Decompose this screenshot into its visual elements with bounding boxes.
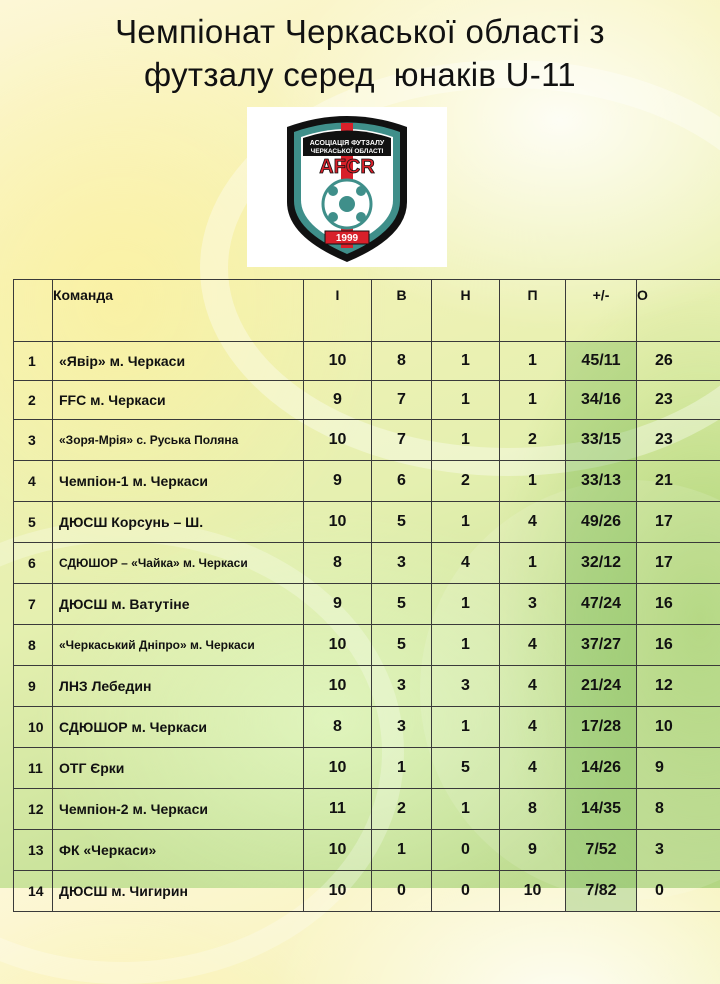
header-won: В <box>372 280 432 342</box>
cell-played: 9 <box>304 381 372 420</box>
table-row <box>14 707 720 748</box>
cell-drawn: 2 <box>432 461 500 502</box>
cell-team: «Явір» м. Черкаси <box>53 342 304 381</box>
logo-abbr: AFCR <box>319 156 375 178</box>
cell-lost: 4 <box>500 748 566 789</box>
cell-position: 7 <box>14 584 53 625</box>
cell-points: 23 <box>637 420 720 461</box>
cell-team: Чемпіон-2 м. Черкаси <box>53 789 304 830</box>
table-row <box>14 584 720 625</box>
cell-drawn: 1 <box>432 584 500 625</box>
cell-won: 7 <box>372 420 432 461</box>
cell-position: 9 <box>14 666 53 707</box>
cell-played: 10 <box>304 666 372 707</box>
cell-position: 3 <box>14 420 53 461</box>
cell-goals: 47/24 <box>566 584 637 625</box>
table-row <box>14 342 720 381</box>
header-played: І <box>304 280 372 342</box>
standings-table <box>13 279 720 912</box>
header-drawn: Н <box>432 280 500 342</box>
cell-lost: 4 <box>500 625 566 666</box>
cell-points: 17 <box>637 502 720 543</box>
ball-center <box>339 196 355 212</box>
cell-drawn: 1 <box>432 789 500 830</box>
cell-position: 8 <box>14 625 53 666</box>
table-row <box>14 625 720 666</box>
cell-team: ОТГ Єрки <box>53 748 304 789</box>
cell-position: 10 <box>14 707 53 748</box>
cell-played: 10 <box>304 625 372 666</box>
cell-played: 9 <box>304 584 372 625</box>
table-row <box>14 871 720 912</box>
cell-played: 10 <box>304 830 372 871</box>
cell-goals: 7/52 <box>566 830 637 871</box>
logo-text-top: АСОЦІАЦІЯ ФУТЗАЛУ <box>310 140 385 147</box>
logo-text-mid: ЧЕРКАСЬКОЇ ОБЛАСТІ <box>311 147 384 155</box>
cell-played: 10 <box>304 420 372 461</box>
cell-team: Чемпіон-1 м. Черкаси <box>53 461 304 502</box>
cell-lost: 1 <box>500 381 566 420</box>
cell-won: 3 <box>372 707 432 748</box>
cell-played: 8 <box>304 707 372 748</box>
cell-team: FFC м. Черкаси <box>53 381 304 420</box>
cell-position: 12 <box>14 789 53 830</box>
table-row <box>14 502 720 543</box>
ball-patch <box>328 212 338 222</box>
cell-drawn: 1 <box>432 342 500 381</box>
cell-won: 1 <box>372 748 432 789</box>
cell-position: 5 <box>14 502 53 543</box>
cell-position: 13 <box>14 830 53 871</box>
cell-won: 8 <box>372 342 432 381</box>
table-row <box>14 420 720 461</box>
header-lost: П <box>500 280 566 342</box>
cell-played: 10 <box>304 342 372 381</box>
cell-goals: 33/15 <box>566 420 637 461</box>
cell-team: СДЮШОР – «Чайка» м. Черкаси <box>53 543 304 584</box>
cell-team: ДЮСШ Корсунь – Ш. <box>53 502 304 543</box>
cell-goals: 45/11 <box>566 342 637 381</box>
cell-points: 8 <box>637 789 720 830</box>
cell-drawn: 0 <box>432 871 500 912</box>
cell-played: 10 <box>304 871 372 912</box>
cell-lost: 4 <box>500 707 566 748</box>
ball-patch <box>356 212 366 222</box>
cell-position: 4 <box>14 461 53 502</box>
cell-won: 3 <box>372 666 432 707</box>
cell-lost: 1 <box>500 543 566 584</box>
cell-lost: 9 <box>500 830 566 871</box>
page-title <box>0 10 720 96</box>
cell-team: ЛНЗ Лебедин <box>53 666 304 707</box>
cell-goals: 37/27 <box>566 625 637 666</box>
cell-drawn: 4 <box>432 543 500 584</box>
header-index <box>14 280 53 342</box>
cell-position: 14 <box>14 871 53 912</box>
header-goals: +/- <box>566 280 637 342</box>
cell-won: 6 <box>372 461 432 502</box>
cell-played: 11 <box>304 789 372 830</box>
cell-goals: 14/35 <box>566 789 637 830</box>
cell-drawn: 1 <box>432 420 500 461</box>
cell-played: 10 <box>304 748 372 789</box>
cell-goals: 7/82 <box>566 871 637 912</box>
cell-position: 11 <box>14 748 53 789</box>
table-row <box>14 748 720 789</box>
cell-won: 2 <box>372 789 432 830</box>
table-row <box>14 666 720 707</box>
cell-position: 1 <box>14 342 53 381</box>
title-line-2: футзалу серед юнаків U-11 <box>0 53 720 96</box>
cell-goals: 32/12 <box>566 543 637 584</box>
cell-drawn: 1 <box>432 625 500 666</box>
cell-goals: 21/24 <box>566 666 637 707</box>
cell-drawn: 3 <box>432 666 500 707</box>
cell-lost: 1 <box>500 461 566 502</box>
cell-team: ФК «Черкаси» <box>53 830 304 871</box>
ball-patch <box>356 186 366 196</box>
table-row <box>14 789 720 830</box>
cell-goals: 17/28 <box>566 707 637 748</box>
cell-drawn: 0 <box>432 830 500 871</box>
cell-goals: 33/13 <box>566 461 637 502</box>
cell-position: 6 <box>14 543 53 584</box>
cell-points: 21 <box>637 461 720 502</box>
cell-goals: 49/26 <box>566 502 637 543</box>
cell-team: ДЮСШ м. Чигирин <box>53 871 304 912</box>
cell-drawn: 1 <box>432 381 500 420</box>
cell-lost: 4 <box>500 666 566 707</box>
table-row <box>14 381 720 420</box>
header-points: О <box>637 280 720 342</box>
cell-won: 5 <box>372 584 432 625</box>
cell-points: 16 <box>637 625 720 666</box>
cell-played: 8 <box>304 543 372 584</box>
cell-team: «Зоря-Мрія» с. Руська Поляна <box>53 420 304 461</box>
cell-points: 17 <box>637 543 720 584</box>
cell-lost: 4 <box>500 502 566 543</box>
cell-team: ДЮСШ м. Ватутіне <box>53 584 304 625</box>
cell-lost: 8 <box>500 789 566 830</box>
table-row <box>14 543 720 584</box>
cell-points: 10 <box>637 707 720 748</box>
cell-won: 3 <box>372 543 432 584</box>
cell-points: 0 <box>637 871 720 912</box>
title-line-1: Чемпіонат Черкаської області з <box>0 10 720 53</box>
cell-lost: 1 <box>500 342 566 381</box>
cell-won: 7 <box>372 381 432 420</box>
cell-points: 23 <box>637 381 720 420</box>
cell-played: 10 <box>304 502 372 543</box>
cell-points: 16 <box>637 584 720 625</box>
cell-points: 12 <box>637 666 720 707</box>
cell-drawn: 5 <box>432 748 500 789</box>
cell-points: 9 <box>637 748 720 789</box>
cell-won: 5 <box>372 502 432 543</box>
cell-lost: 10 <box>500 871 566 912</box>
cell-drawn: 1 <box>432 707 500 748</box>
table-header-row <box>14 280 720 342</box>
cell-lost: 2 <box>500 420 566 461</box>
afcr-shield-icon <box>247 107 447 267</box>
cell-won: 0 <box>372 871 432 912</box>
cell-points: 3 <box>637 830 720 871</box>
logo-year: 1999 <box>336 233 359 244</box>
cell-played: 9 <box>304 461 372 502</box>
cell-won: 1 <box>372 830 432 871</box>
cell-goals: 34/16 <box>566 381 637 420</box>
table-row <box>14 830 720 871</box>
cell-team: «Черкаський Дніпро» м. Черкаси <box>53 625 304 666</box>
table-row <box>14 461 720 502</box>
cell-won: 5 <box>372 625 432 666</box>
cell-points: 26 <box>637 342 720 381</box>
header-team: Команда <box>53 280 304 342</box>
cell-goals: 14/26 <box>566 748 637 789</box>
cell-position: 2 <box>14 381 53 420</box>
ball-patch <box>328 186 338 196</box>
association-logo <box>247 107 447 267</box>
cell-team: СДЮШОР м. Черкаси <box>53 707 304 748</box>
cell-drawn: 1 <box>432 502 500 543</box>
cell-lost: 3 <box>500 584 566 625</box>
